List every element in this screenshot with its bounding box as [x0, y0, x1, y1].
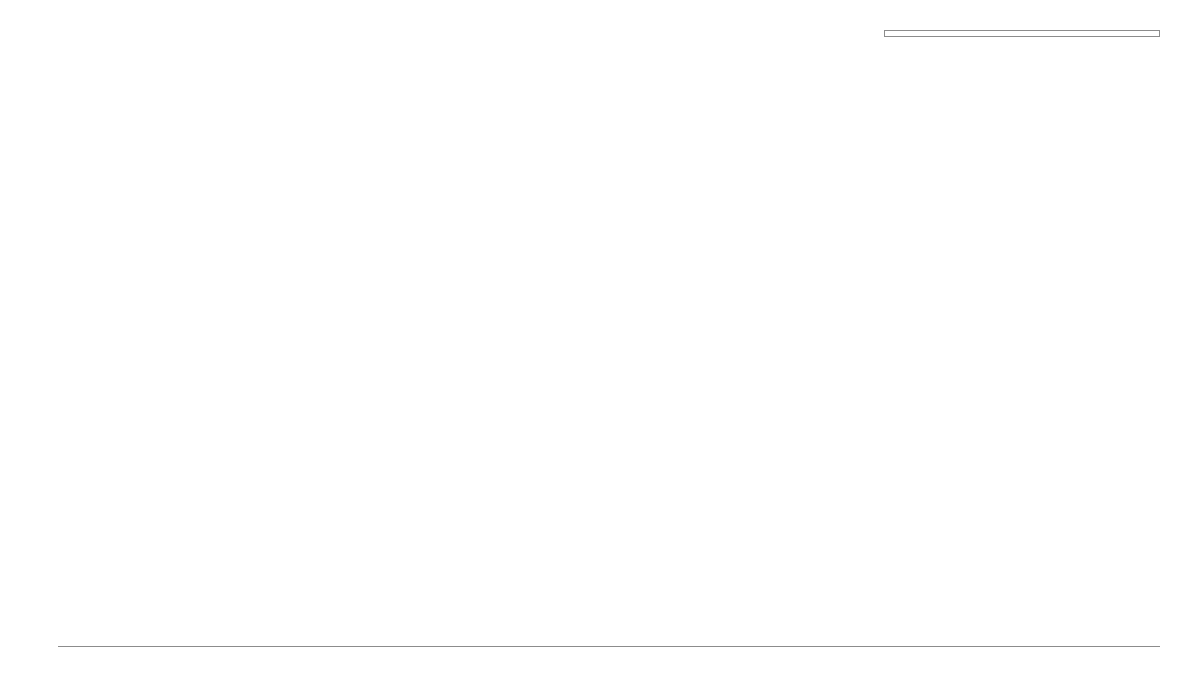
group-header-empty-consumption — [609, 31, 884, 37]
table-header — [58, 31, 1160, 37]
real-change-rate-table — [58, 30, 1160, 37]
header-group-row — [58, 31, 1160, 37]
data-table-container — [58, 30, 1160, 37]
group-header-item-classification — [884, 31, 1159, 37]
table-bottom-rule — [58, 646, 1160, 647]
